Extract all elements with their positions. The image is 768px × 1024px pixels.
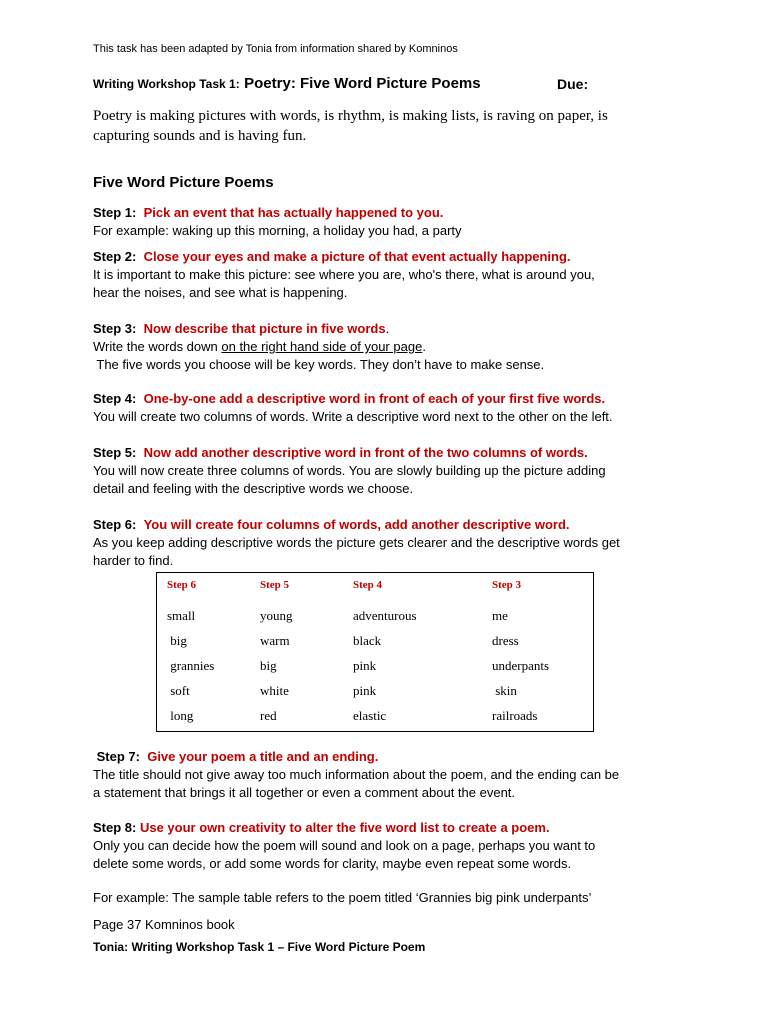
page-reference: Page 37 Komninos book (93, 917, 235, 932)
table-cell: black (353, 633, 382, 648)
step-label: Step 7: (96, 749, 140, 764)
step-label: Step 6: (93, 517, 137, 532)
step-label: Step 3: (93, 321, 137, 336)
table-cell: adventurous (353, 608, 417, 623)
table-cell: white (260, 683, 289, 698)
table-cell: skin (492, 683, 517, 698)
step-4 (93, 390, 693, 426)
step-instruction-end: . (385, 321, 390, 336)
step-text-line: You will create two columns of words. Write a descriptive word next to the other on the left. (93, 409, 613, 424)
step-text-line: detail and feeling with the descriptive words we choose. (93, 481, 414, 496)
step-text-line: Only you can decide how the poem will sound and look on a page, perhaps you want to (93, 838, 596, 853)
table-cell: young (260, 608, 293, 623)
step-instruction: Use your own creativity to alter the five word list to create a poem. (139, 820, 550, 835)
table-cell: underpants (492, 658, 550, 673)
step-instruction: Now describe that picture in five words (143, 321, 386, 336)
table-cell: soft (167, 683, 190, 698)
step-8 (93, 819, 693, 873)
step-text-line: hear the noises, and see what is happening. (93, 285, 348, 300)
table-cell: elastic (353, 708, 387, 723)
title-main: Poetry: Five Word Picture Poems (244, 75, 481, 92)
table-header: Step 3 (492, 579, 522, 591)
table-cell: me (492, 608, 508, 623)
table-cell: dress (492, 633, 519, 648)
table-cell: grannies (167, 658, 215, 673)
table-cell: pink (353, 683, 377, 698)
due-label: Due: (557, 76, 589, 92)
step-text-line: For example: waking up this morning, a holiday you had, a party (93, 223, 462, 238)
table-cell: warm (260, 633, 290, 648)
step-text-line: harder to find. (93, 553, 174, 568)
example-note: For example: The sample table refers to the poem titled ‘Grannies big pink underpants’ (93, 890, 592, 905)
step-text-line: You will now create three columns of words. You are slowly building up the picture adding (93, 463, 606, 478)
section-heading: Five Word Picture Poems (93, 174, 274, 191)
step-instruction: One-by-one add a descriptive word in front of each of your first five words. (143, 391, 606, 406)
step-3 (93, 320, 693, 374)
step-label: Step 1: (93, 205, 137, 220)
step-2 (93, 248, 693, 302)
step-text-line: The title should not give away too much information about the poem, and the ending can be (93, 767, 620, 782)
word-columns-table (156, 572, 594, 732)
table-header: Step 6 (167, 579, 197, 591)
step-text-line: As you keep adding descriptive words the picture gets clearer and the descriptive words get (93, 535, 620, 550)
step-instruction: Close your eyes and make a picture of that event actually happening. (143, 249, 571, 264)
step-7 (93, 748, 693, 802)
step-label: Step 5: (93, 445, 137, 460)
step-text-prefix: Write the words down (93, 339, 222, 354)
table-cell: red (260, 708, 277, 723)
table-cell: big (167, 633, 187, 648)
table-cell: long (167, 708, 194, 723)
intro-line-1: Poetry is making pictures with words, is rhythm, is making lists, is raving on paper, is (93, 108, 608, 124)
step-instruction: Pick an event that has actually happened to you. (143, 205, 444, 220)
step-label: Step 4: (93, 391, 137, 406)
table-header: Step 4 (353, 579, 383, 591)
step-1 (93, 204, 693, 240)
document-title (93, 75, 481, 93)
step-instruction: Now add another descriptive word in front of the two columns of words. (143, 445, 588, 460)
step-instruction: You will create four columns of words, add another descriptive word. (143, 517, 570, 532)
step-label: Step 2: (93, 249, 137, 264)
step-text-line: The five words you choose will be key words. They don’t have to make sense. (93, 357, 545, 372)
step-text-underlined: on the right hand side of your page (221, 339, 423, 354)
table-cell: small (167, 608, 196, 623)
step-text-line: delete some words, or add some words for clarity, maybe even repeat some words. (93, 856, 572, 871)
step-text-line: It is important to make this picture: see where you are, who's there, what is around you, (93, 267, 595, 282)
step-text-line: a statement that brings it all together or even a comment about the event. (93, 785, 516, 800)
step-text-suffix: . (422, 339, 426, 354)
header-note: This task has been adapted by Tonia from information shared by Komninos (93, 43, 458, 55)
step-label: Step 8: (93, 820, 137, 835)
table-cell: big (260, 658, 277, 673)
table-cell: railroads (492, 708, 538, 723)
title-prefix: Writing Workshop Task 1: (93, 77, 240, 91)
step-6 (93, 516, 693, 570)
step-instruction: Give your poem a title and an ending. (147, 749, 379, 764)
table-header: Step 5 (260, 579, 290, 591)
step-5 (93, 444, 693, 498)
table-cell: pink (353, 658, 377, 673)
footer: Tonia: Writing Workshop Task 1 – Five Word Picture Poem (93, 940, 426, 954)
intro-line-2: capturing sounds and is having fun. (93, 128, 307, 144)
